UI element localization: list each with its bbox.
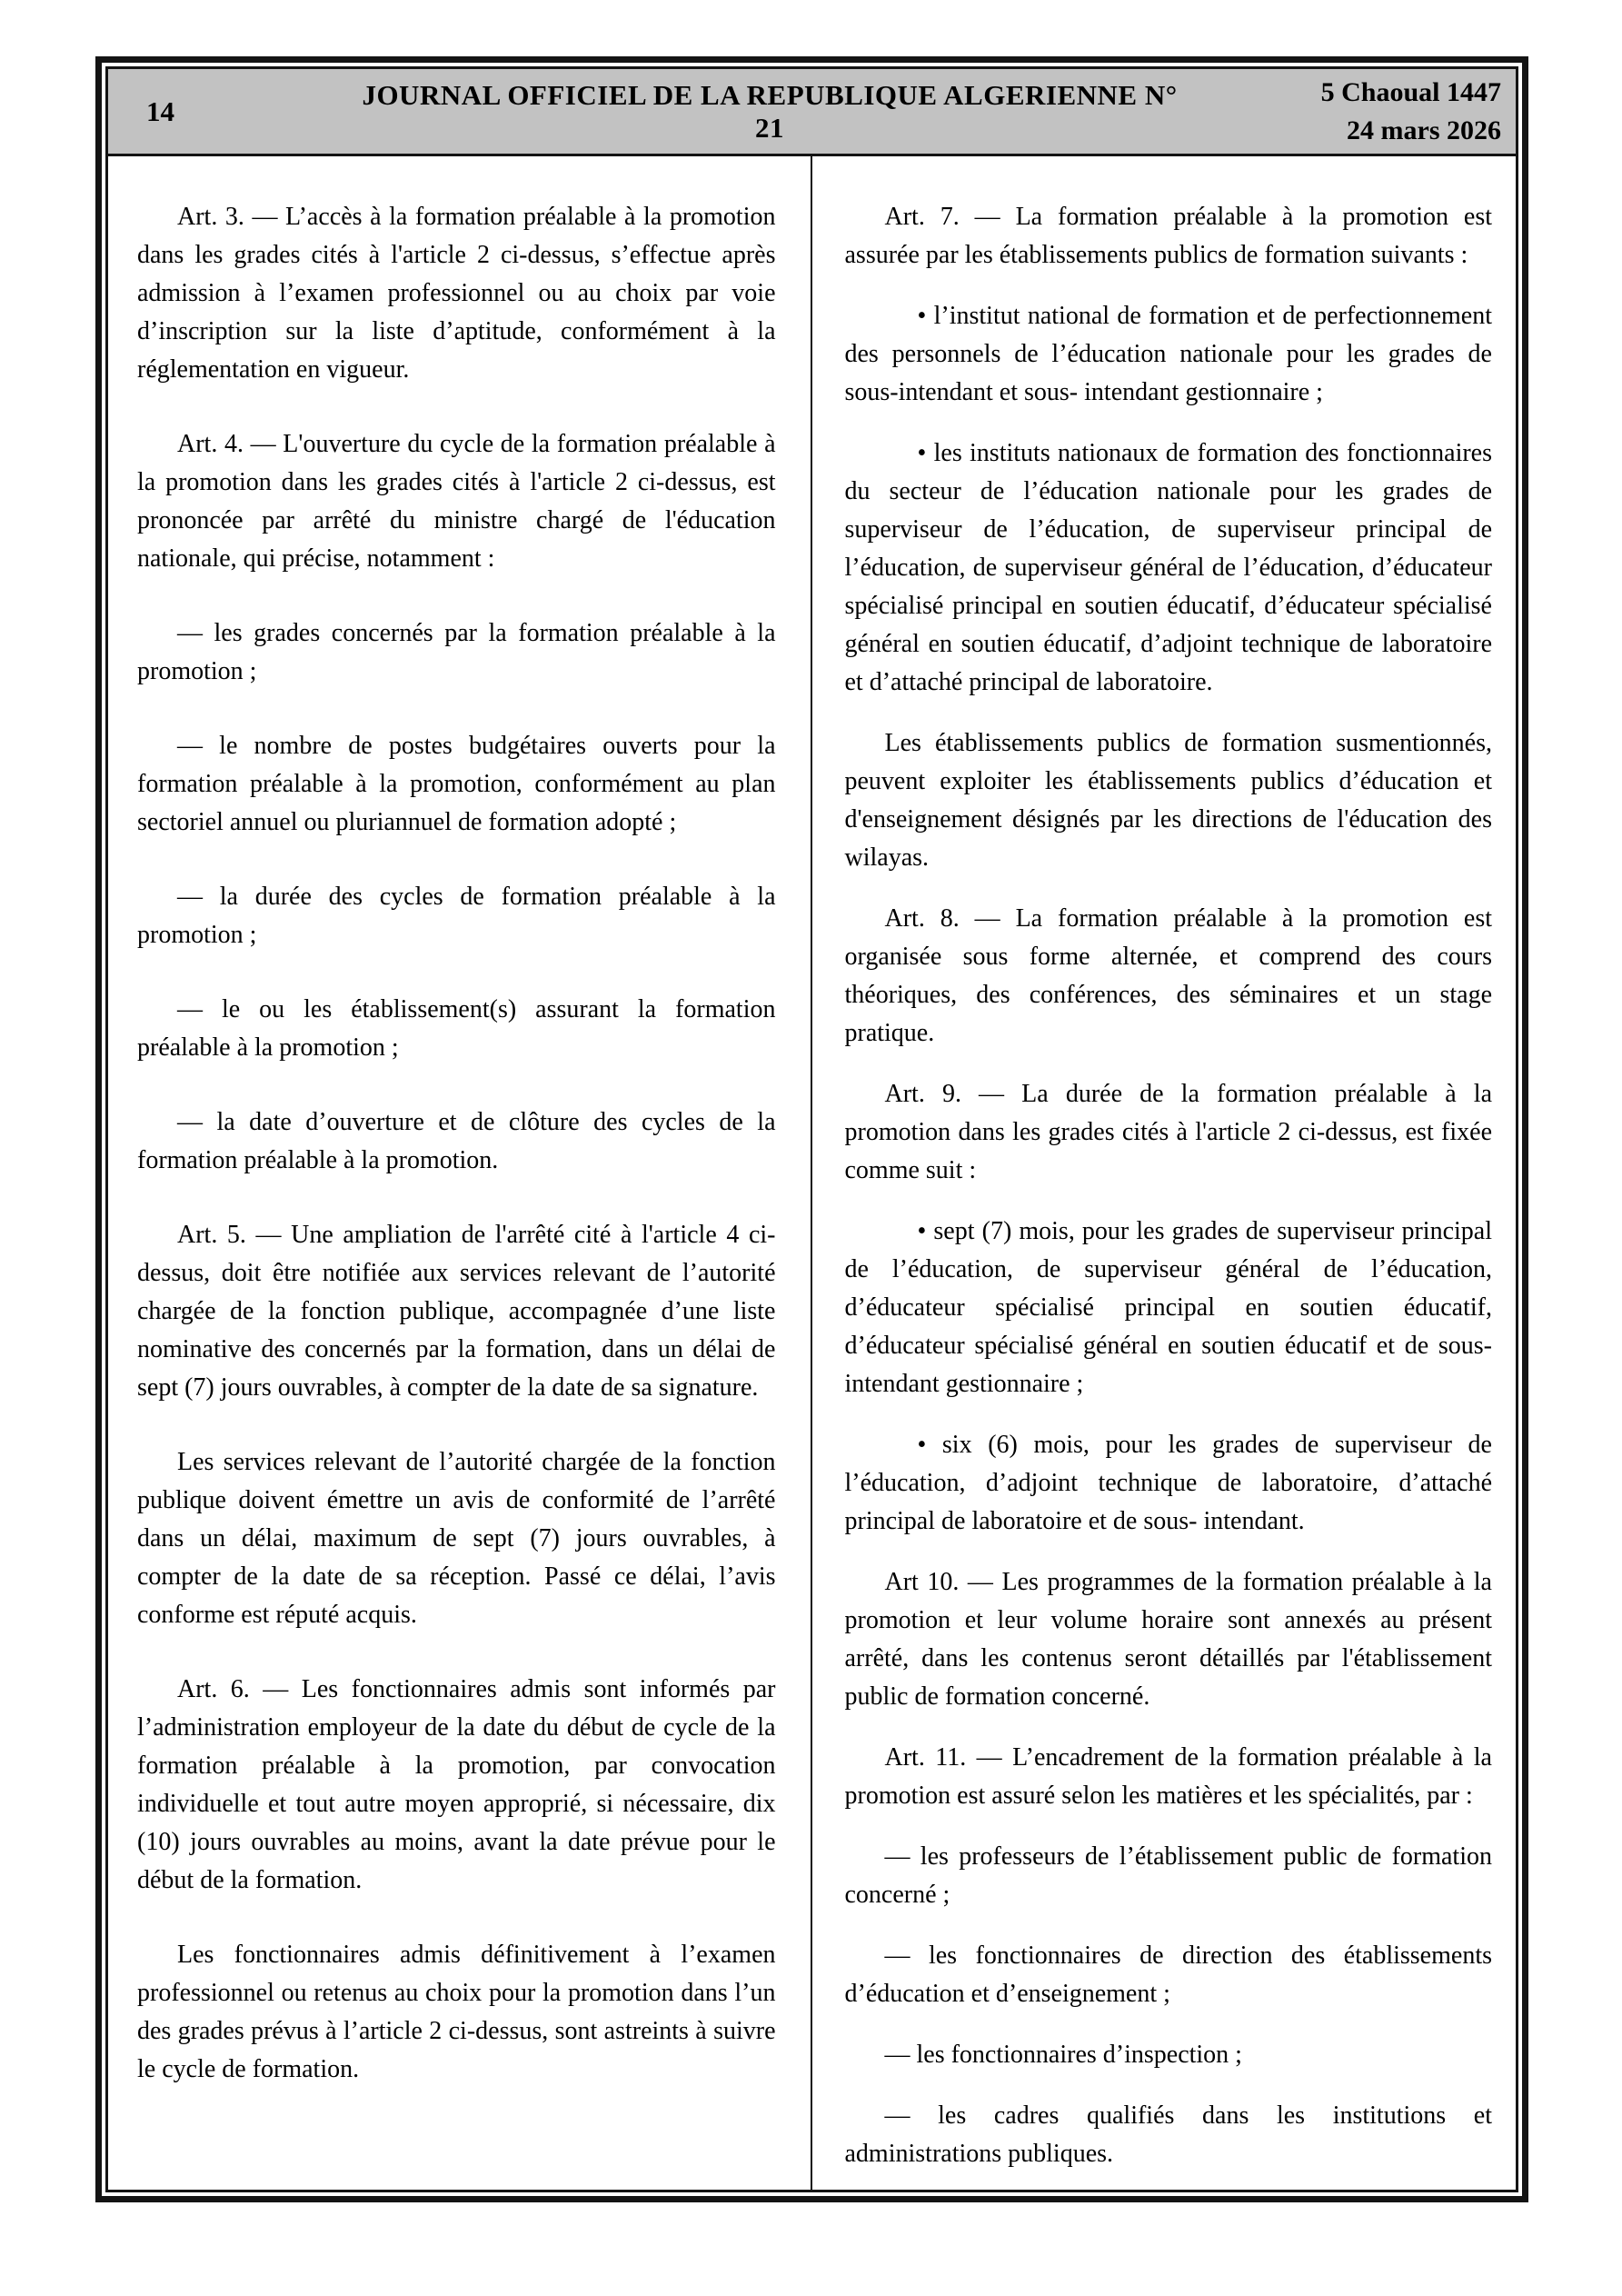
bullet-item-instituts: • les instituts nationaux de formation des fonctionnaires du secteur de l’éducation nationale pour les grades de superviseur de l’éducation, de superviseur principal de l’éducation, de superviseur général de l’éducation, d’éducateur spécialisé principal en soutien éducatif, d’éducateur spécialisé général en soutien éducatif, d’adjoint technique de laboratoire et d’attaché principal de laboratoire. bbox=[844, 439, 1492, 696]
paragraph-avis-conformite: Les services relevant de l’autorité chargée de la fonction publique doivent émettre un avis de conformité de l’arrêté dans un délai, maximum de sept (7) jours ouvrables, à compter de la date de sa réception. Passé ce délai, l’avis conforme est réputé acquis. bbox=[137, 1448, 776, 1629]
page-number: 14 bbox=[146, 95, 174, 127]
dash-item-etablissements: — le ou les établissement(s) assurant la formation préalable à la promotion ; bbox=[137, 995, 776, 1062]
paragraph-art-5: Art. 5. — Une ampliation de l'arrêté cité à l'article 4 ci-dessus, doit être notifiée aux services relevant de l’autorité chargée de la fonction publique, accompagnée d’une liste nominative des concernés par la formation, dans un délai de sept (7) jours ouvrables, à compter de la date de sa signature. bbox=[137, 1221, 776, 1402]
paragraph-art-3: Art. 3. — L’accès à la formation préalable à la promotion dans les grades cités à l'article 2 ci-dessus, s’effectue après admission à l’examen professionnel ou au choix par voie d’inscription sur la liste d’aptitude, conformément à la réglementation en vigueur. bbox=[137, 203, 776, 384]
left-column bbox=[108, 156, 812, 2190]
paragraph-art-11: Art. 11. — L’encadrement de la formation préalable à la promotion est assuré selon les matières et les spécialités, par : bbox=[844, 1743, 1492, 1810]
paragraph-art-7: Art. 7. — La formation préalable à la promotion est assurée par les établissements publics de formation suivants : bbox=[844, 203, 1492, 269]
dash-item-postes: — le nombre de postes budgétaires ouverts pour la formation préalable à la promotion, conformément au plan sectoriel annuel ou pluriannuel de formation adopté ; bbox=[137, 732, 776, 836]
dash-item-duree: — la durée des cycles de formation préalable à la promotion ; bbox=[137, 883, 776, 949]
date-gregorian: 24 mars 2026 bbox=[1347, 115, 1501, 145]
page-inner-frame bbox=[105, 66, 1518, 2192]
dash-item-dates-cycles: — la date d’ouverture et de clôture des cycles de la formation préalable à la promotion. bbox=[137, 1108, 776, 1174]
dash-item-grades: — les grades concernés par la formation préalable à la promotion ; bbox=[137, 619, 776, 685]
paragraph-art-4: Art. 4. — L'ouverture du cycle de la formation préalable à la promotion dans les grades cités à l'article 2 ci-dessus, est prononcée par arrêté du ministre chargé de l'éducation nationale, qui précise, notamment : bbox=[137, 430, 776, 573]
paragraph-art-10: Art 10. — Les programmes de la formation préalable à la promotion et leur volume horaire sont annexés au présent arrêté, dans les contenus seront détaillés par l'établissement public de formation concerné. bbox=[844, 1568, 1492, 1711]
journal-title: JOURNAL OFFICIEL DE LA REPUBLIQUE ALGERIENNE N° 21 bbox=[362, 78, 1178, 144]
dash-item-direction: — les fonctionnaires de direction des établissements d’éducation et d’enseignement ; bbox=[844, 1942, 1492, 2008]
dash-item-inspection: — les fonctionnaires d’inspection ; bbox=[884, 2041, 1242, 2069]
bullet-item-six-mois: • six (6) mois, pour les grades de superviseur de l’éducation, d’adjoint technique de laboratoire, d’attaché principal de laboratoire et de sous- intendant. bbox=[844, 1431, 1492, 1535]
page-frame bbox=[95, 56, 1528, 2202]
paragraph-exploitation: Les établissements publics de formation susmentionnés, peuvent exploiter les établissements publics d’éducation et d'enseignement désignés par les directions de l'éducation des wilayas. bbox=[844, 729, 1492, 872]
bullet-item-sept-mois: • sept (7) mois, pour les grades de superviseur principal de l’éducation, de superviseur général de l’éducation, d’éducateur spécialisé principal en soutien éducatif, d’éducateur spécialisé général en soutien éducatif et de sous-intendant gestionnaire ; bbox=[844, 1217, 1492, 1398]
article-body bbox=[108, 156, 1516, 2190]
issue-dates bbox=[1192, 74, 1516, 150]
journal-header bbox=[108, 69, 1516, 156]
right-column bbox=[812, 156, 1517, 2190]
date-hijri: 5 Chaoual 1447 bbox=[1320, 76, 1501, 107]
dash-item-professeurs: — les professeurs de l’établissement public de formation concerné ; bbox=[844, 1842, 1492, 1909]
dash-item-cadres: — les cadres qualifiés dans les institutions et administrations publiques. bbox=[844, 2101, 1492, 2168]
paragraph-admis-definitif: Les fonctionnaires admis définitivement à l’examen professionnel ou retenus au choix pour la promotion dans l’un des grades prévus à l’article 2 ci-dessus, sont astreints à suivre le cycle de formation. bbox=[137, 1941, 776, 2083]
paragraph-art-9: Art. 9. — La durée de la formation préalable à la promotion dans les grades cités à l'article 2 ci-dessus, est fixée comme suit : bbox=[844, 1080, 1492, 1184]
bullet-item-institut: • l’institut national de formation et de perfectionnement des personnels de l’éducation nationale pour les grades de sous-intendant et sous- intendant gestionnaire ; bbox=[844, 302, 1492, 406]
paragraph-art-6: Art. 6. — Les fonctionnaires admis sont informés par l’administration employeur de la date du début de cycle de la formation préalable à la promotion, par convocation individuelle et tout autre moyen approprié, si nécessaire, dix (10) jours ouvrables au moins, avant la date prévue pour le début de la formation. bbox=[137, 1675, 776, 1894]
paragraph-art-8: Art. 8. — La formation préalable à la promotion est organisée sous forme alternée, et comprend des cours théoriques, des conférences, des séminaires et un stage pratique. bbox=[844, 904, 1492, 1047]
